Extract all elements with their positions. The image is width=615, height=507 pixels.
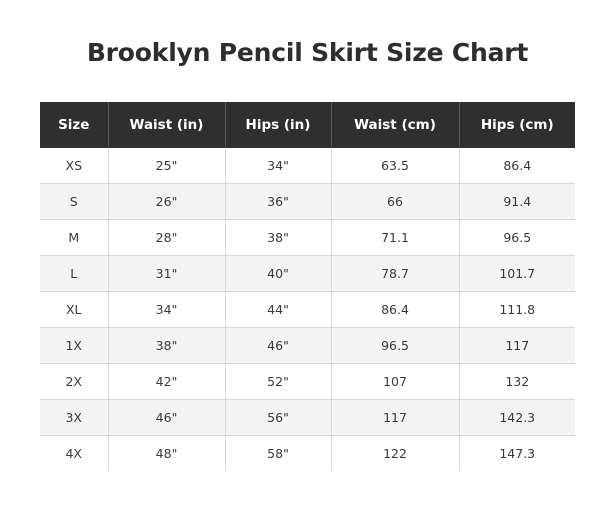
cell-waist-in: 42" [108, 364, 225, 400]
cell-hips-in: 34" [225, 148, 331, 184]
cell-waist-in: 46" [108, 400, 225, 436]
cell-waist-cm: 96.5 [331, 328, 459, 364]
table-body [40, 148, 575, 471]
cell-hips-cm: 111.8 [459, 292, 575, 328]
cell-hips-cm: 86.4 [459, 148, 575, 184]
cell-waist-cm: 71.1 [331, 220, 459, 256]
cell-waist-in: 48" [108, 436, 225, 472]
cell-hips-in: 40" [225, 256, 331, 292]
cell-hips-in: 58" [225, 436, 331, 472]
cell-hips-in: 52" [225, 364, 331, 400]
column-header-size: Size [40, 102, 108, 148]
page-title: Brooklyn Pencil Skirt Size Chart [86, 38, 529, 67]
cell-hips-in: 38" [225, 220, 331, 256]
cell-hips-in: 44" [225, 292, 331, 328]
cell-waist-cm: 117 [331, 400, 459, 436]
table-row [40, 292, 575, 328]
cell-hips-cm: 132 [459, 364, 575, 400]
cell-waist-in: 28" [108, 220, 225, 256]
cell-waist-in: 31" [108, 256, 225, 292]
cell-waist-cm: 66 [331, 184, 459, 220]
table-header [40, 102, 575, 148]
cell-size: XL [40, 292, 108, 328]
table-row [40, 184, 575, 220]
cell-size: XS [40, 148, 108, 184]
cell-size: 4X [40, 436, 108, 472]
table-row [40, 328, 575, 364]
cell-hips-in: 56" [225, 400, 331, 436]
table-row [40, 400, 575, 436]
cell-hips-in: 46" [225, 328, 331, 364]
table-row [40, 364, 575, 400]
cell-hips-cm: 91.4 [459, 184, 575, 220]
cell-size: 2X [40, 364, 108, 400]
cell-hips-cm: 142.3 [459, 400, 575, 436]
size-chart-table-container [40, 102, 575, 471]
column-header-hips-in: Hips (in) [225, 102, 331, 148]
cell-size: M [40, 220, 108, 256]
cell-size: 1X [40, 328, 108, 364]
cell-hips-cm: 147.3 [459, 436, 575, 472]
table-row [40, 256, 575, 292]
column-header-waist-cm: Waist (cm) [331, 102, 459, 148]
cell-waist-cm: 86.4 [331, 292, 459, 328]
cell-waist-in: 38" [108, 328, 225, 364]
cell-hips-cm: 101.7 [459, 256, 575, 292]
cell-waist-cm: 78.7 [331, 256, 459, 292]
cell-waist-cm: 122 [331, 436, 459, 472]
cell-waist-cm: 63.5 [331, 148, 459, 184]
table-header-row [40, 102, 575, 148]
cell-hips-cm: 96.5 [459, 220, 575, 256]
cell-waist-cm: 107 [331, 364, 459, 400]
cell-waist-in: 34" [108, 292, 225, 328]
table-row [40, 220, 575, 256]
table-row [40, 148, 575, 184]
cell-hips-in: 36" [225, 184, 331, 220]
cell-waist-in: 25" [108, 148, 225, 184]
cell-size: S [40, 184, 108, 220]
cell-size: 3X [40, 400, 108, 436]
cell-size: L [40, 256, 108, 292]
cell-waist-in: 26" [108, 184, 225, 220]
size-chart-table [40, 102, 575, 471]
column-header-waist-in: Waist (in) [108, 102, 225, 148]
cell-hips-cm: 117 [459, 328, 575, 364]
table-row [40, 436, 575, 472]
column-header-hips-cm: Hips (cm) [459, 102, 575, 148]
